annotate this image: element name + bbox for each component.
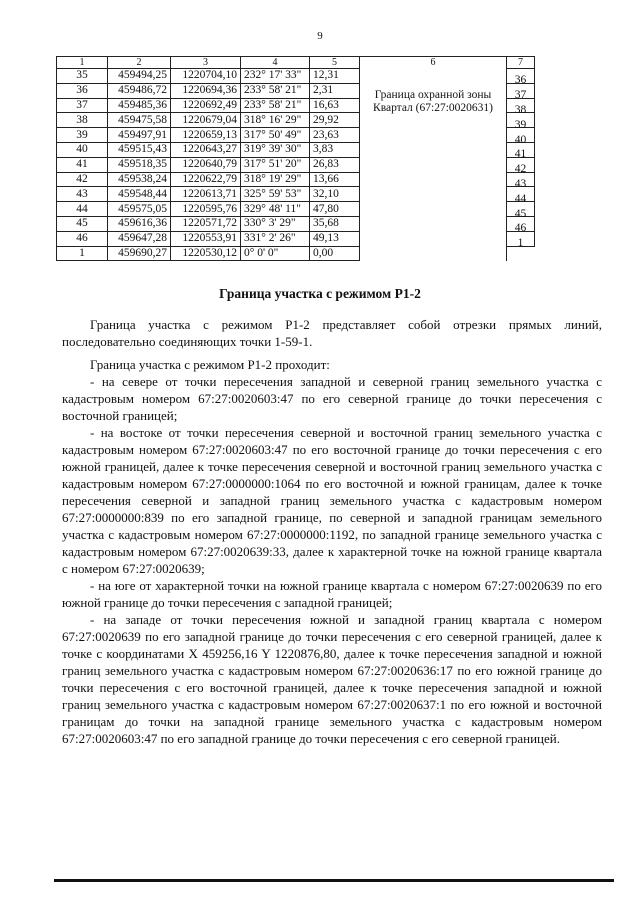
header-cell: 7 xyxy=(507,57,535,69)
x-coordinate-cell: 459497,91 xyxy=(108,128,171,143)
distance-cell: 12,31 xyxy=(310,69,360,84)
next-point-cell: 40 xyxy=(507,133,535,148)
x-coordinate-cell: 459690,27 xyxy=(108,246,171,261)
direction-angle-cell: 330° 3' 29" xyxy=(241,216,310,231)
point-number-cell: 36 xyxy=(57,83,108,98)
x-coordinate-cell: 459485,36 xyxy=(108,98,171,113)
zone-description-cell xyxy=(360,69,507,261)
paragraph: Граница участка с режимом Р1-2 проходит: xyxy=(90,357,330,372)
y-coordinate-cell: 1220530,12 xyxy=(171,246,241,261)
header-cell: 1 xyxy=(57,57,108,69)
distance-cell: 26,83 xyxy=(310,157,360,172)
direction-angle-cell: 318° 16' 29" xyxy=(241,113,310,128)
zone-name: Граница охранной зоны xyxy=(374,88,492,101)
direction-angle-cell: 233° 58' 21" xyxy=(241,98,310,113)
point-number-cell: 44 xyxy=(57,202,108,217)
direction-angle-cell: 232° 17' 33" xyxy=(241,69,310,84)
header-cell: 2 xyxy=(108,57,171,69)
x-coordinate-cell: 459647,28 xyxy=(108,231,171,246)
next-point-cell: 43 xyxy=(507,177,535,192)
direction-angle-cell: 329° 48' 11" xyxy=(241,202,310,217)
direction-angle-cell: 331° 2' 26" xyxy=(241,231,310,246)
paragraph: - на западе от точки пересечения южной и западной границ квартала с номером 67:27:0020639 по его западной границе до точки пересечения с его северной границей, далее к точке с координатами X 459256,16 Y 1220876,80, далее к точке пересечения западной и южной границ земельного участка с кадастровым номером 67:27:0020636:17 по его южной границе до точки пересечения с его восточной границей, далее к точке пересечения западной и южной границ земельного участка с кадастровым номером 67:27:0020637:1 по его южной и восточной границам до точки на западной границе земельного участка с кадастровым номером 67:27:0020603:47 по его западной границе до точки пересечения с его северной границей. xyxy=(62,612,602,746)
header-cell: 4 xyxy=(241,57,310,69)
direction-angle-cell: 325° 59' 53" xyxy=(241,187,310,202)
y-coordinate-cell: 1220613,71 xyxy=(171,187,241,202)
point-number-cell: 41 xyxy=(57,157,108,172)
distance-cell: 47,80 xyxy=(310,202,360,217)
point-number-cell: 46 xyxy=(57,231,108,246)
distance-cell: 32,10 xyxy=(310,187,360,202)
y-coordinate-cell: 1220643,27 xyxy=(171,142,241,157)
point-number-cell: 1 xyxy=(57,246,108,261)
direction-angle-cell: 317° 50' 49" xyxy=(241,128,310,143)
y-coordinate-cell: 1220640,79 xyxy=(171,157,241,172)
x-coordinate-cell: 459548,44 xyxy=(108,187,171,202)
paragraph: - на юге от характерной точки на южной границе квартала с номером 67:27:0020639 по его южной границе до точки пересечения с западной границей; xyxy=(62,578,602,610)
header-cell: 5 xyxy=(310,57,360,69)
next-point-cell: 1 xyxy=(507,236,535,251)
point-number-cell: 38 xyxy=(57,113,108,128)
next-point-cell: 42 xyxy=(507,162,535,177)
y-coordinate-cell: 1220692,49 xyxy=(171,98,241,113)
y-coordinate-cell: 1220679,04 xyxy=(171,113,241,128)
point-number-cell: 40 xyxy=(57,142,108,157)
next-point-cell: 38 xyxy=(507,103,535,118)
y-coordinate-cell: 1220553,91 xyxy=(171,231,241,246)
point-number-cell: 43 xyxy=(57,187,108,202)
table-row xyxy=(57,69,535,84)
point-number-cell: 35 xyxy=(57,69,108,84)
next-point-cell: 39 xyxy=(507,118,535,133)
next-point-cell: 46 xyxy=(507,221,535,236)
direction-angle-cell: 319° 39' 30" xyxy=(241,142,310,157)
next-point-cell xyxy=(507,251,535,266)
y-coordinate-cell: 1220694,36 xyxy=(171,83,241,98)
page-number: 9 xyxy=(317,30,323,42)
y-coordinate-cell: 1220571,72 xyxy=(171,216,241,231)
paragraph: - на востоке от точки пересечения северной и восточной границ земельного участка с кадастровым номером 67:27:0020603:47 по его восточной границе до точки пересечения с его южной границей, далее к точке пересечения северной и восточной границ земельного участка с кадастровым номером 67:27:0000000:1064 по его восточной и южной границам, далее к точке пересечения северной и западной границ земельного участка с кадастровым номером 67:27:0000000:839 по его западной границе, по северной и западной границам земельного участка с кадастровым номером 67:27:0000000:1192, по западной границе земельного участка с кадастровым номером 67:27:0020639:33, далее к характерной точке на южной границе квартала с номером 67:27:0020639; xyxy=(62,425,602,576)
point-number-cell: 37 xyxy=(57,98,108,113)
x-coordinate-cell: 459616,36 xyxy=(108,216,171,231)
distance-cell: 35,68 xyxy=(310,216,360,231)
paragraph: - на севере от точки пересечения западной и северной границ земельного участка с кадастровым номером 67:27:0020603:47 по его северной границе до точки пересечения с восточной границей; xyxy=(62,374,602,423)
direction-angle-cell: 318° 19' 29" xyxy=(241,172,310,187)
quarter-name: Квартал (67:27:0020631) xyxy=(373,101,493,114)
distance-cell: 0,00 xyxy=(310,246,360,261)
next-point-cell: 41 xyxy=(507,147,535,162)
x-coordinate-cell: 459538,24 xyxy=(108,172,171,187)
next-point-cell: 45 xyxy=(507,207,535,222)
x-coordinate-cell: 459475,58 xyxy=(108,113,171,128)
direction-angle-cell: 0° 0' 0" xyxy=(241,246,310,261)
header-cell: 6 xyxy=(360,57,507,69)
point-number-cell: 45 xyxy=(57,216,108,231)
distance-cell: 2,31 xyxy=(310,83,360,98)
direction-angle-cell: 317° 51' 20" xyxy=(241,157,310,172)
paragraph: Граница участка с режимом Р1-2 представляет собой отрезки прямых линий, последовательно соединяющих точки 1-59-1. xyxy=(62,317,602,349)
next-point-cell: 44 xyxy=(507,192,535,207)
distance-cell: 13,66 xyxy=(310,172,360,187)
x-coordinate-cell: 459575,05 xyxy=(108,202,171,217)
section-title: Граница участка с режимом Р1-2 xyxy=(219,286,421,301)
bottom-rule xyxy=(54,879,614,882)
y-coordinate-cell: 1220595,76 xyxy=(171,202,241,217)
direction-angle-cell: 233° 58' 21" xyxy=(241,83,310,98)
distance-cell: 3,83 xyxy=(310,142,360,157)
body-text xyxy=(62,316,602,747)
y-coordinate-cell: 1220704,10 xyxy=(171,69,241,84)
point-number-cell: 39 xyxy=(57,128,108,143)
distance-cell: 23,63 xyxy=(310,128,360,143)
coordinates-table xyxy=(56,56,535,261)
y-coordinate-cell: 1220659,13 xyxy=(171,128,241,143)
header-cell: 3 xyxy=(171,57,241,69)
y-coordinate-cell: 1220622,79 xyxy=(171,172,241,187)
x-coordinate-cell: 459486,72 xyxy=(108,83,171,98)
distance-cell: 29,92 xyxy=(310,113,360,128)
x-coordinate-cell: 459518,35 xyxy=(108,157,171,172)
distance-cell: 49,13 xyxy=(310,231,360,246)
next-point-cell: 37 xyxy=(507,88,535,103)
table-header-row xyxy=(57,57,535,69)
point-number-cell: 42 xyxy=(57,172,108,187)
x-coordinate-cell: 459515,43 xyxy=(108,142,171,157)
next-point-cell: 36 xyxy=(507,74,535,89)
x-coordinate-cell: 459494,25 xyxy=(108,69,171,84)
distance-cell: 16,63 xyxy=(310,98,360,113)
